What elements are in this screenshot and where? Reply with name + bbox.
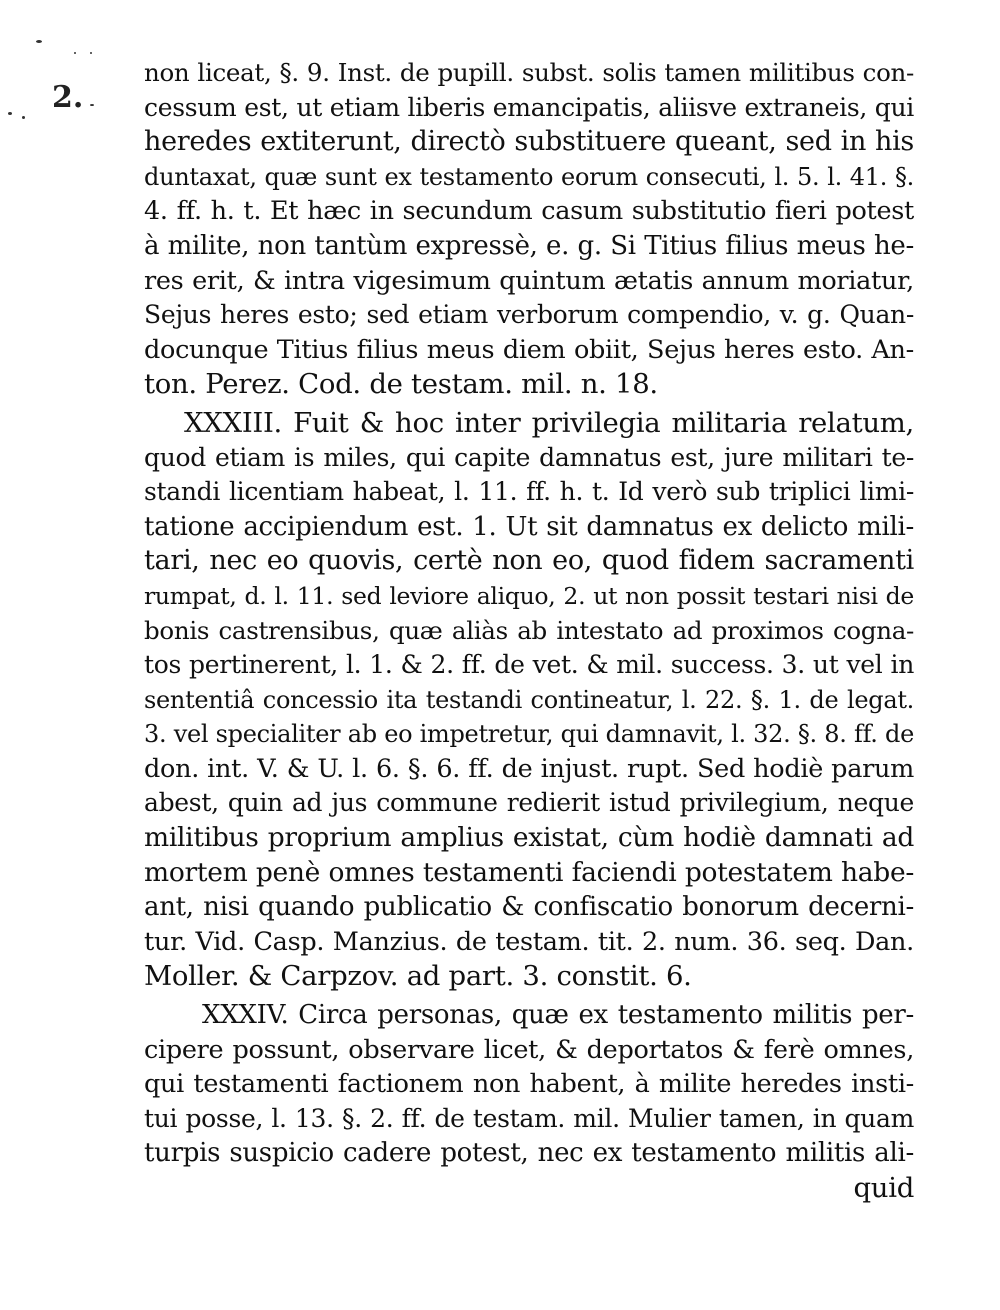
text-line: docunque Titius filius meus diem obiit, Sejus heres esto. An-: [144, 334, 914, 365]
text-line: abest, quin ad jus commune redierit istud privilegium, neque: [144, 788, 914, 818]
text-line: tos pertinerent, l. 1. & 2. ff. de vet. & mil. success. 3. ut vel in: [144, 650, 914, 680]
text-line: tur. Vid. Casp. Manzius. de testam. tit. 2. num. 36. seq. Dan.: [144, 926, 914, 957]
body-text: [144, 56, 914, 1206]
text-line: turpis suspicio cadere potest, nec ex testamento militis ali-: [144, 1138, 914, 1169]
section-heading-line: XXXIV. Circa personas, quæ ex testamento militis per-: [202, 1000, 914, 1031]
text-line: bonis castrensibus, quæ aliàs ab intestato ad proximos cogna-: [144, 615, 914, 645]
text-line: tari, nec eo quovis, certè non eo, quod fidem sacramenti: [144, 545, 914, 577]
text-line: 4. ff. h. t. Et hæc in secundum casum substitutio fieri potest: [144, 196, 914, 227]
text-line: rumpat, d. l. 11. sed leviore aliquo, 2. ut non possit testari nisi de: [144, 581, 914, 610]
text-line: tui posse, l. 13. §. 2. ff. de testam. mil. Mulier tamen, in quam: [144, 1103, 914, 1133]
text-line: militibus proprium amplius existat, cùm hodiè damnati ad: [144, 822, 914, 854]
ink-speck: [22, 116, 25, 119]
text-line: ton. Perez. Cod. de testam. mil. n. 18.: [144, 368, 658, 401]
catchword: quid: [853, 1172, 914, 1204]
text-line: ant, nisi quando publicatio & confiscatio bonorum decerni-: [144, 892, 914, 923]
ink-speck: [74, 52, 76, 54]
text-line: à milite, non tantùm expressè, e. g. Si Titius filius meus he-: [144, 230, 914, 261]
ink-speck: [8, 112, 12, 115]
text-line: cipere possunt, observare licet, & deportatos & ferè omnes,: [144, 1034, 914, 1065]
text-line: non liceat, §. 9. Inst. de pupill. subst. solis tamen militibus con-: [144, 58, 914, 87]
text-line: 3. vel specialiter ab eo impetretur, qui damnavit, l. 32. §. 8. ff. de: [144, 720, 914, 749]
text-line: res erit, & intra vigesimum quintum ætatis annum moriatur,: [144, 265, 914, 296]
text-line: mortem penè omnes testamenti faciendi potestatem habe-: [144, 856, 914, 888]
margin-annotation: 2.: [52, 80, 84, 115]
text-line: quod etiam is miles, qui capite damnatus est, jure militari te-: [144, 442, 914, 472]
text-line: sententiâ concessio ita testandi contineatur, l. 22. §. 1. de legat.: [144, 685, 914, 714]
text-line: duntaxat, quæ sunt ex testamento eorum consecuti, l. 5. l. 41. §.: [144, 162, 914, 191]
text-line: Moller. & Carpzov. ad part. 3. constit. 6.: [144, 960, 692, 993]
text-line: cessum est, ut etiam liberis emancipatis, aliisve extraneis, qui: [144, 92, 914, 122]
section-heading-line: XXXIII. Fuit & hoc inter privilegia militaria relatum,: [184, 406, 914, 439]
text-line: tatione accipiendum est. 1. Ut sit damnatus ex delicto mili-: [144, 511, 914, 542]
text-line: don. int. V. & U. l. 6. §. 6. ff. de injust. rupt. Sed hodiè parum: [144, 753, 914, 784]
text-line: qui testamenti factionem non habent, à milite heredes insti-: [144, 1069, 914, 1100]
ink-speck: [90, 52, 92, 54]
text-line: heredes extiterunt, directò substituere queant, sed in his: [144, 126, 914, 158]
text-line: standi licentiam habeat, l. 11. ff. h. t. Id verò sub triplici limi-: [144, 477, 914, 507]
text-line: Sejus heres esto; sed etiam verborum compendio, v. g. Quan-: [144, 300, 914, 330]
ink-speck: [36, 40, 42, 43]
ink-speck: [90, 104, 94, 106]
